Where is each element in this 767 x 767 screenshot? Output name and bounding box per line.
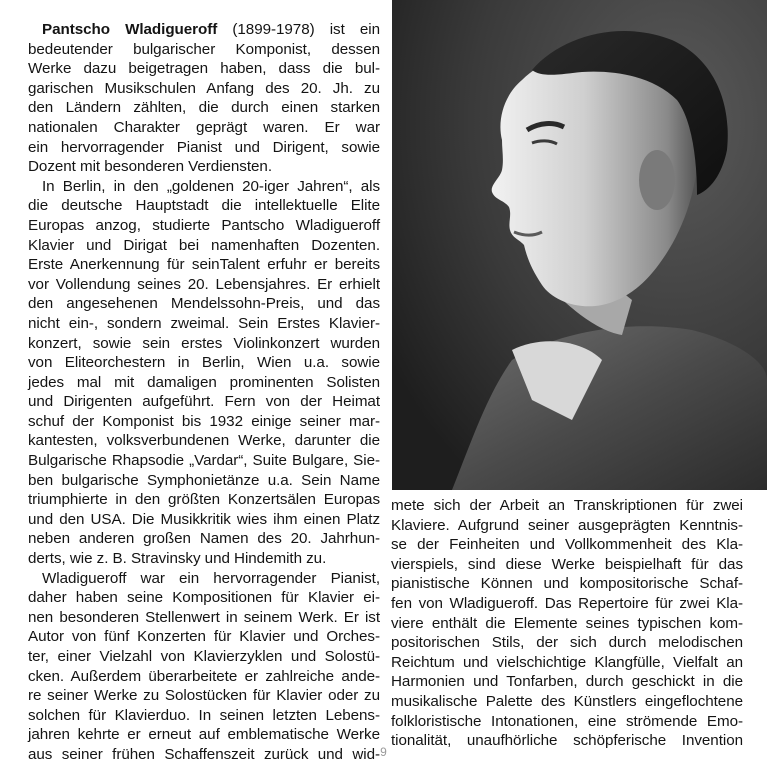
text-line: Bulgarische Rhapsodie „Vardar“, Suite Bulgare, Sie- [28,452,380,470]
text-line: neben anderen großen Namen des 20. Jahrhun- [28,530,380,548]
text-line: nicht ein-, sondern zweimal. Sein Erstes Klavier- [28,314,380,332]
text-line: ben bulgarische Symphonietänze u.a. Sein Name [28,471,380,489]
text-line: re seiner Werke zu Solostücken für Klavier oder zu [28,687,380,705]
text-line: vor Vollendung seines 20. Lebensjahres. Er erhielt [28,275,380,293]
text-line: die deutsche Hauptstadt die intellektuelle Elite [28,197,380,215]
text-line: viere enthält die Elemente seines typischen kom- [391,614,743,632]
text-line: garischen Musikschulen Anfang des 20. Jh. zu [28,79,380,97]
text-line: nen besonderen Stellenwert in seinem Werk. Er ist [28,608,380,626]
text-line: Klavier und Dirigat bei namenhaften Dozenten. [28,236,380,254]
left-column [28,20,380,765]
text-line: tionalität, unaufhörliche schöpferische Invention [391,732,743,750]
text-line: folkloristische Intonationen, eine strömende Emo- [391,712,743,730]
text-line: aus seiner frühen Schaffenszeit zurück und wid- [28,745,380,763]
text-line: Harmonien und Tonfarben, durch geschickt in die [391,673,743,691]
text-line: ter, einer Vielzahl von Klavierzyklen und Solostü- [28,648,380,665]
text-line: daher haben seine Kompositionen für Klavier ei- [28,589,380,607]
text-line: ein hervorragender Pianist und Dirigent, sowie [28,138,380,156]
text-line: Dozent mit besonderen Verdiensten. [28,158,272,176]
text-line: von Eliteorchestern in Berlin, Wien u.a. sowie [28,354,380,372]
text-line: bedeutender bulgarischer Komponist, dessen [28,40,380,58]
text-line: und den USA. Die Musikkritik wies ihm einen Platz [28,510,380,528]
text-line: positorischen Stils, der sich durch melodischen [391,634,743,652]
text-line: Klaviere. Aufgrund seiner ausgeprägten Kenntnis- [391,516,743,534]
text-line: fen von Wladigueroff. Das Repertoire für zwei Kla- [391,594,743,612]
text-line: jahren kehrte er erneut auf emblematische Werke [28,726,380,744]
text-line: Werke dazu beigetragen haben, dass die bul- [28,60,380,78]
page-number: 9 [380,745,387,759]
text-line: vierspiels, sind diese Werke beispielhaft für das [391,555,743,573]
composer-name: Pantscho Wladigueroff [42,21,218,38]
text-line: cken. Außerdem überarbeitete er zahlreiche ande- [28,667,380,685]
portrait-photo [392,0,767,490]
text-line: Wladigueroff war ein hervorragender Pianist, [42,569,380,587]
text-line: nationalen Charakter geprägt waren. Er war [28,118,380,136]
text-line: Autor von fünf Konzerten für Klavier und Orches- [28,628,380,646]
text-line: kantesten, volksverbundenen Werke, darunter die [28,432,380,450]
text-line: In Berlin, in den „goldenen 20-iger Jahren“, als [42,177,380,195]
portrait-photo-icon [392,0,767,490]
text-line: Erste Anerkennung für seinTalent erfuhr er bereits [28,256,380,274]
text-line: Europas anzog, studierte Pantscho Wladigueroff [28,216,380,234]
text-line: den angesehenen Mendelssohn-Preis, und das [28,295,380,313]
text-line: derts, wie z. B. Stravinsky und Hindemith zu. [28,550,327,568]
text-line: se der Feinheiten und Vollkommenheit des Kla- [391,536,743,554]
text-line: triumphierte in den größten Konzertsälen Europas [28,491,380,509]
paragraph-1-first-line: Pantscho Wladigueroff (1899-1978) ist ein [42,21,380,38]
text-line: konzert, sowie sein erstes Violinkonzert wurden [28,334,380,352]
right-column [391,496,743,751]
text-line: den Ländern zählten, die durch einen starken [28,99,380,117]
text-line: Reichtum und vielschichtige Klangfülle, Vielfalt an [391,653,743,671]
text-line: schuf der Komponist bis 1932 einige seiner mar- [28,412,380,430]
text-line: solchen für Klavierduo. In seinen letzten Lebens- [28,706,380,724]
text-line: jedes mal mit damaligen prominenten Solisten [28,373,380,391]
text-line: pianistische Können und kompositorische Schaf- [391,575,743,593]
text-line: mete sich der Arbeit an Transkriptionen für zwei [391,497,743,514]
text-line: musikalische Palette des Künstlers eingeflochtene [391,692,743,710]
text-line: und Dirigenten aufgeführt. Fern von der Heimat [28,393,380,411]
